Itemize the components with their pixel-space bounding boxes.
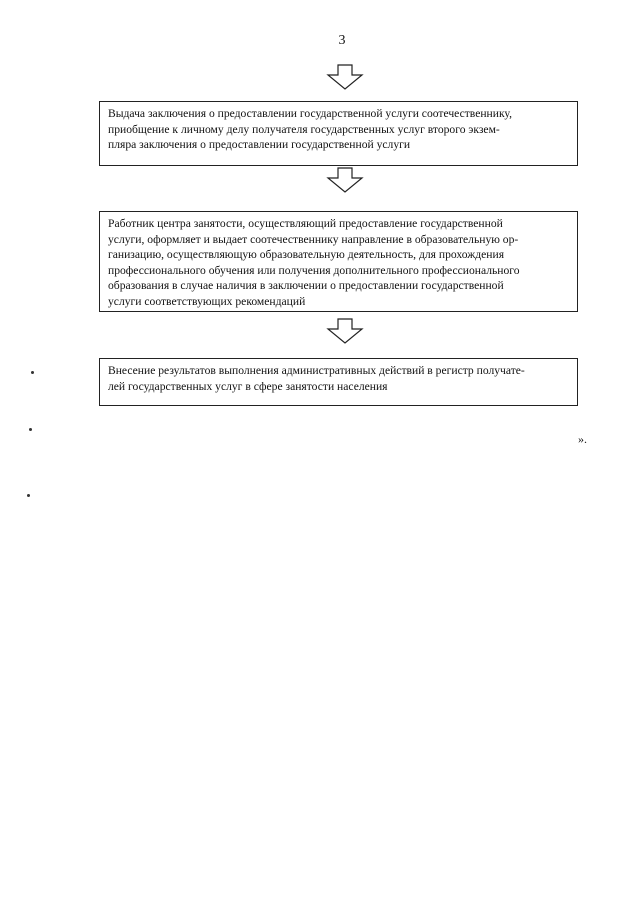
step-1-line-1: Выдача заключения о предоставлении государственной услуги соотечественнику, (108, 107, 512, 120)
step-3-line-1: Внесение результатов выполнения административных действий в регистр получате- (108, 364, 525, 377)
step-2-line-2: услуги, оформляет и выдает соотечественнику направление в образовательную ор- (108, 232, 519, 246)
step-2-line-4: профессионального обучения или получения дополнительного профессионального (108, 263, 520, 277)
closing-quote-mark: ». (578, 432, 587, 446)
step-1-line-3: пляра заключения о предоставлении государственной услуги (108, 138, 411, 152)
flowchart-step-3 (99, 358, 578, 406)
flow-arrow-down-icon (325, 167, 365, 193)
flowchart-step-1 (99, 101, 578, 166)
scan-speck (29, 428, 32, 431)
flow-arrow-down-icon (325, 318, 365, 344)
step-3-line-2: лей государственных услуг в сфере занятости населения (108, 379, 388, 393)
step-2-line-6: услуги соответствующих рекомендаций (108, 294, 306, 308)
step-2-line-5: образования в случае наличия в заключении о предоставлении государственной (108, 279, 504, 293)
step-1-line-2: приобщение к личному делу получателя государственных услуг второго экзем- (108, 122, 500, 136)
page-number: 3 (338, 33, 346, 48)
flowchart-step-2 (99, 211, 578, 312)
step-2-line-1: Работник центра занятости, осуществляющий предоставление государственной (108, 217, 503, 230)
flow-arrow-down-icon (325, 64, 365, 90)
scan-speck (31, 371, 34, 374)
step-2-line-3: ганизацию, осуществляющую образовательную деятельность, для прохождения (108, 248, 505, 262)
scan-speck (27, 494, 30, 497)
